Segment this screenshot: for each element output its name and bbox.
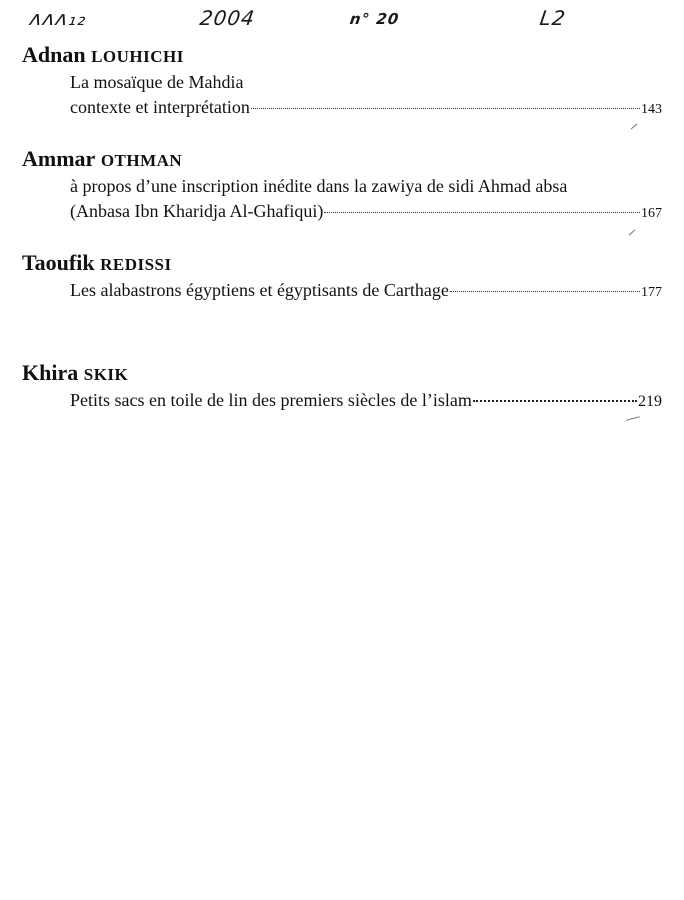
article-title-text: (Anbasa Ibn Kharidja Al-Ghafiqui) bbox=[70, 201, 324, 221]
author-first-name: Adnan bbox=[22, 42, 86, 67]
article-title-text: Les alabastrons égyptiens et égyptisants de Carthage bbox=[70, 280, 449, 300]
author-last-name: REDISSI bbox=[100, 255, 172, 274]
article-title-line bbox=[22, 174, 662, 199]
page-number: 167 bbox=[641, 206, 662, 221]
author-last-name: SKIK bbox=[83, 365, 129, 384]
author-first-name: Ammar bbox=[22, 146, 96, 171]
article-title-last-line bbox=[22, 278, 662, 305]
scan-mark bbox=[626, 416, 640, 421]
author-first-name: Taoufik bbox=[22, 250, 95, 275]
article-title-text: contexte et interprétation bbox=[70, 97, 250, 117]
article-title-last-line bbox=[22, 199, 662, 226]
article-title-text: à propos d’une inscription inédite dans la zawiya de sidi Ahmad absa bbox=[70, 176, 568, 196]
scan-mark bbox=[631, 124, 638, 130]
handwritten-note-year: 2004 bbox=[198, 6, 257, 30]
toc-entry bbox=[22, 250, 662, 305]
handwritten-note-number: n° 20 bbox=[348, 10, 401, 28]
dot-leader bbox=[450, 291, 640, 292]
author-last-name: OTHMAN bbox=[100, 151, 183, 170]
dot-leader bbox=[473, 400, 637, 402]
author-first-name: Khira bbox=[22, 360, 79, 385]
page-number: 177 bbox=[641, 285, 662, 300]
page-number: 219 bbox=[638, 393, 662, 410]
dot-leader bbox=[324, 212, 640, 213]
toc-entry bbox=[22, 42, 662, 122]
author-name bbox=[22, 146, 662, 174]
article-title-text: Petits sacs en toile de lin des premiers siècles de l’islam bbox=[70, 390, 472, 410]
author-name bbox=[22, 250, 662, 278]
article-title-line bbox=[22, 70, 662, 95]
dot-leader bbox=[251, 108, 640, 109]
handwritten-note-1: ʌʌʌ₁₂ bbox=[28, 6, 89, 30]
page-number: 143 bbox=[641, 102, 662, 117]
scan-mark bbox=[629, 230, 636, 236]
author-last-name: LOUHICHI bbox=[91, 47, 184, 66]
article-title-last-line bbox=[22, 388, 662, 414]
article-title-text: La mosaïque de Mahdia bbox=[70, 72, 244, 92]
author-name bbox=[22, 42, 662, 70]
article-title-last-line bbox=[22, 95, 662, 122]
author-name bbox=[22, 360, 662, 388]
toc-entry bbox=[22, 146, 662, 226]
handwritten-note-code: L2 bbox=[538, 6, 568, 30]
toc-entry bbox=[22, 360, 662, 414]
